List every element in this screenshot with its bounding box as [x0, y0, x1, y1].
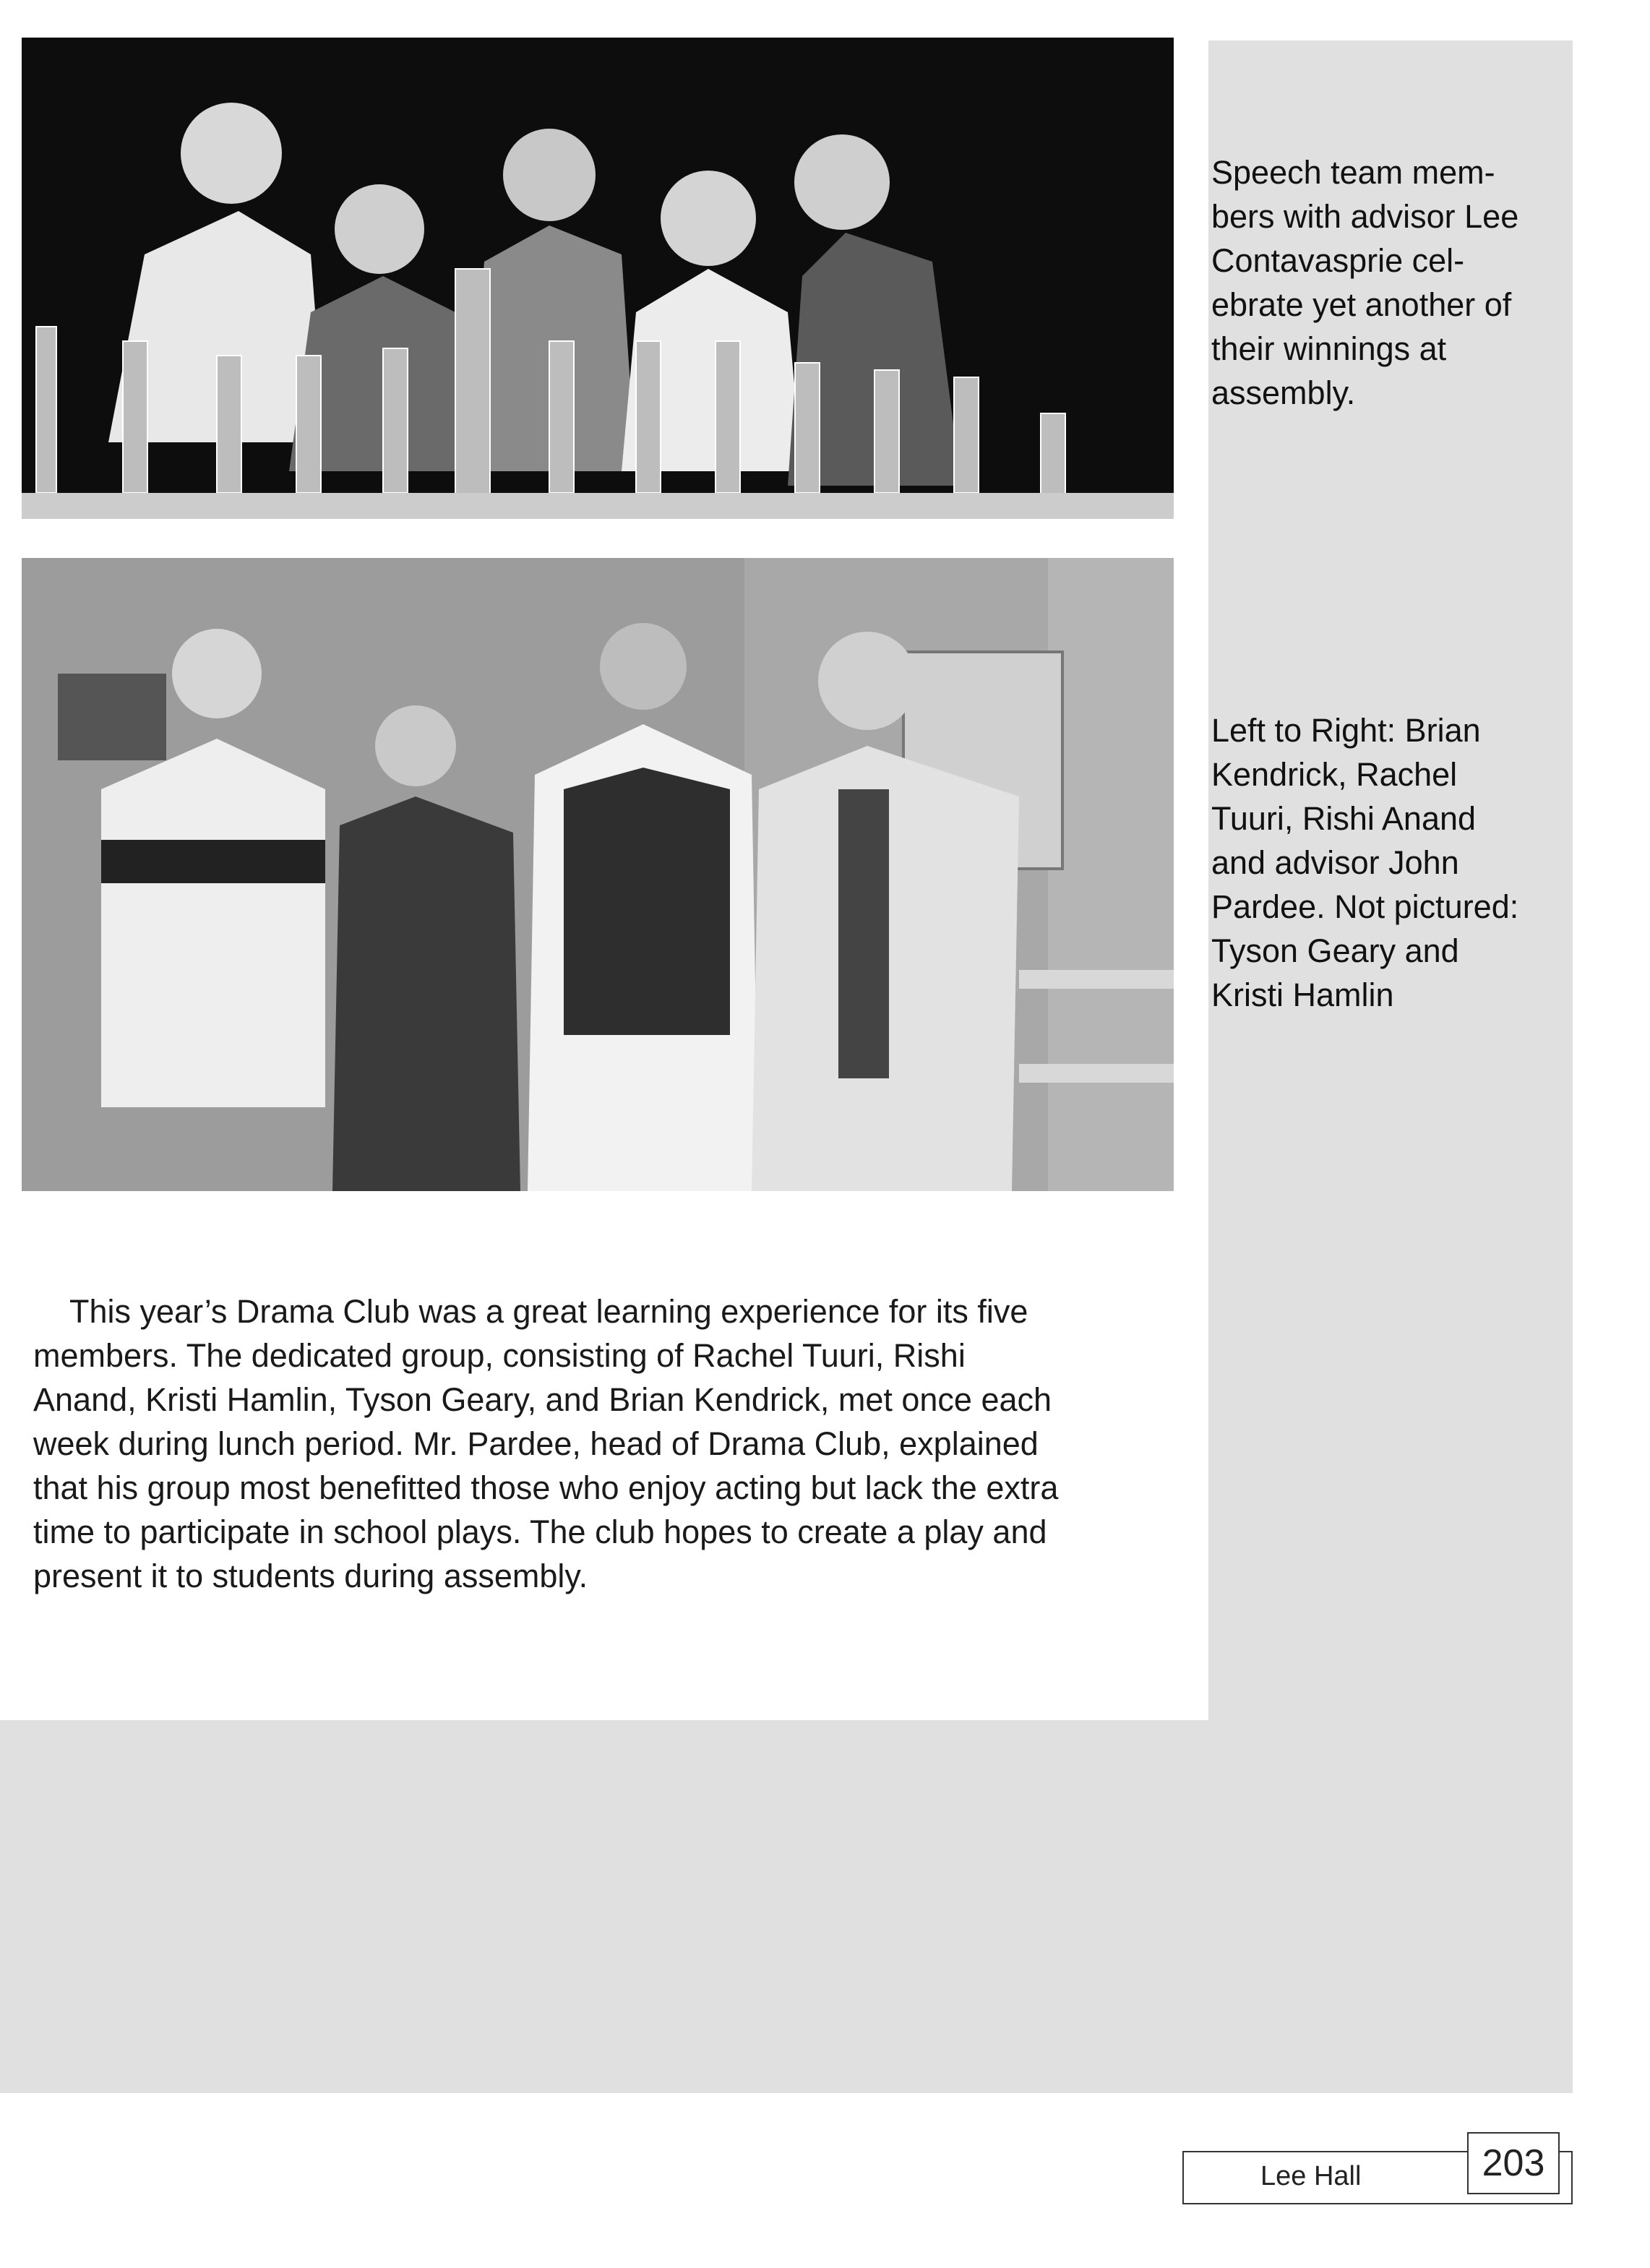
drama-club-caption: [1211, 708, 1573, 1017]
article-line: that his group most benefitted those who enjoy acting but lack the extra: [33, 1469, 1059, 1506]
caption-line: Tyson Geary and: [1211, 932, 1459, 969]
caption-line: Contavasprie cel-: [1211, 242, 1465, 279]
caption-line: Tuuri, Rishi Anand: [1211, 800, 1477, 837]
article-line: This year’s Drama Club was a great learning experience for its five: [69, 1293, 1028, 1330]
caption-line: Kristi Hamlin: [1211, 976, 1394, 1013]
article-line: week during lunch period. Mr. Pardee, head of Drama Club, explained: [33, 1425, 1039, 1462]
caption-line: assembly.: [1211, 374, 1356, 411]
article-line: present it to students during assembly.: [33, 1558, 588, 1594]
speech-team-trophies-photo: [22, 38, 1174, 519]
caption-line: their winnings at: [1211, 330, 1447, 367]
drama-club-article: [33, 1289, 1182, 1598]
article-line: members. The dedicated group, consisting of Rachel Tuuri, Rishi: [33, 1337, 966, 1374]
caption-line: Left to Right: Brian: [1211, 712, 1481, 749]
footer-section-label: Lee Hall: [1260, 2161, 1362, 2191]
article-line: time to participate in school plays. The club hopes to create a play and: [33, 1513, 1047, 1550]
caption-line: Pardee. Not pictured:: [1211, 888, 1519, 925]
drama-club-group-photo: [22, 558, 1174, 1191]
caption-line: bers with advisor Lee: [1211, 198, 1519, 235]
caption-line: Speech team mem-: [1211, 154, 1495, 191]
gray-bottom-panel: [0, 1720, 1573, 2093]
speech-team-caption: [1211, 150, 1573, 415]
caption-line: Kendrick, Rachel: [1211, 756, 1458, 793]
page-number: 203: [1467, 2132, 1560, 2194]
caption-line: ebrate yet another of: [1211, 286, 1512, 323]
article-line: Anand, Kristi Hamlin, Tyson Geary, and Brian Kendrick, met once each: [33, 1381, 1052, 1418]
caption-line: and advisor John: [1211, 844, 1459, 881]
